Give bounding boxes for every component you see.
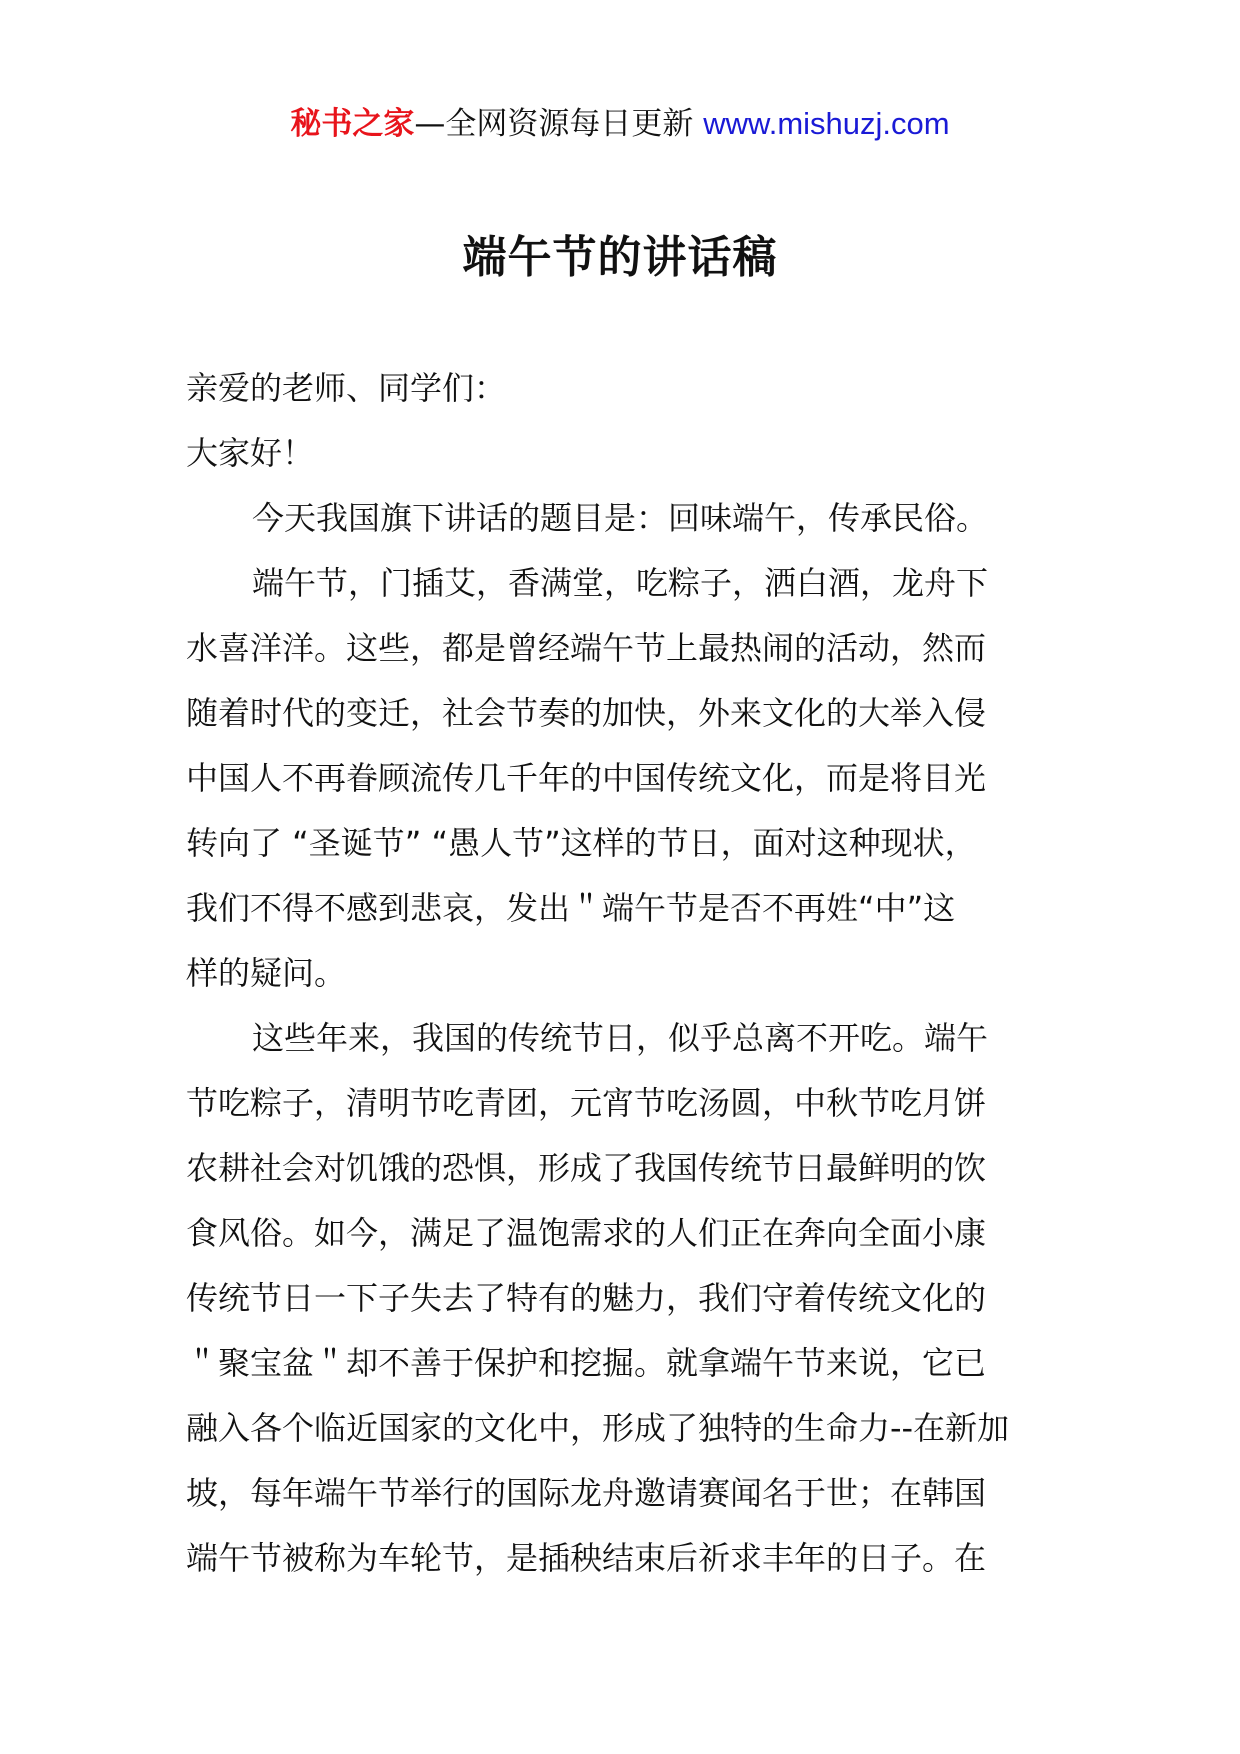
site-brand: 秘书之家	[290, 106, 415, 142]
body-line: 样的疑问。	[186, 954, 347, 992]
body-line: 转向了 “圣诞节” “愚人节”这样的节日，面对这种现状，	[186, 824, 977, 862]
body-line: 农耕社会对饥饿的恐惧，形成了我国传统节日最鲜明的饮	[186, 1149, 987, 1187]
body-line: 大家好！	[186, 434, 315, 472]
body-line: 中国人不再眷顾流传几千年的中国传统文化，而是将目光	[186, 759, 987, 797]
body-line: 我们不得不感到悲哀，发出＂端午节是否不再姓“中”这	[186, 889, 956, 927]
body-line: 融入各个临近国家的文化中，形成了独特的生命力--在新加	[186, 1409, 1010, 1447]
document-body	[186, 356, 1086, 1591]
body-line: 随着时代的变迁，社会节奏的加快，外来文化的大举入侵	[186, 694, 987, 732]
body-line: ＂聚宝盆＂却不善于保护和挖掘。就拿端午节来说，它已	[186, 1344, 987, 1382]
document-title: 端午节的讲话稿	[462, 232, 778, 283]
body-line: 食风俗。如今，满足了温饱需求的人们正在奔向全面小康	[186, 1214, 987, 1252]
site-tagline: —全网资源每日更新	[414, 106, 694, 142]
body-line: 坡，每年端午节举行的国际龙舟邀请赛闻名于世；在韩国	[186, 1474, 987, 1512]
body-line: 传统节日一下子失去了特有的魅力，我们守着传统文化的	[186, 1279, 987, 1317]
body-line: 亲爱的老师、同学们：	[186, 369, 507, 407]
body-line: 节吃粽子，清明节吃青团，元宵节吃汤圆，中秋节吃月饼	[186, 1084, 987, 1122]
body-line: 这些年来，我国的传统节日，似乎总离不开吃。端午	[252, 1019, 989, 1057]
body-line: 端午节被称为车轮节，是插秧结束后祈求丰年的日子。在	[186, 1539, 987, 1577]
site-url-link[interactable]: www.mishuzj.com	[703, 106, 950, 141]
body-line: 今天我国旗下讲话的题目是：回味端午，传承民俗。	[252, 499, 989, 537]
site-header	[0, 102, 1240, 146]
body-line: 水喜洋洋。这些，都是曾经端午节上最热闹的活动，然而	[186, 629, 987, 667]
body-line: 端午节，门插艾，香满堂，吃粽子，洒白酒，龙舟下	[252, 564, 989, 602]
